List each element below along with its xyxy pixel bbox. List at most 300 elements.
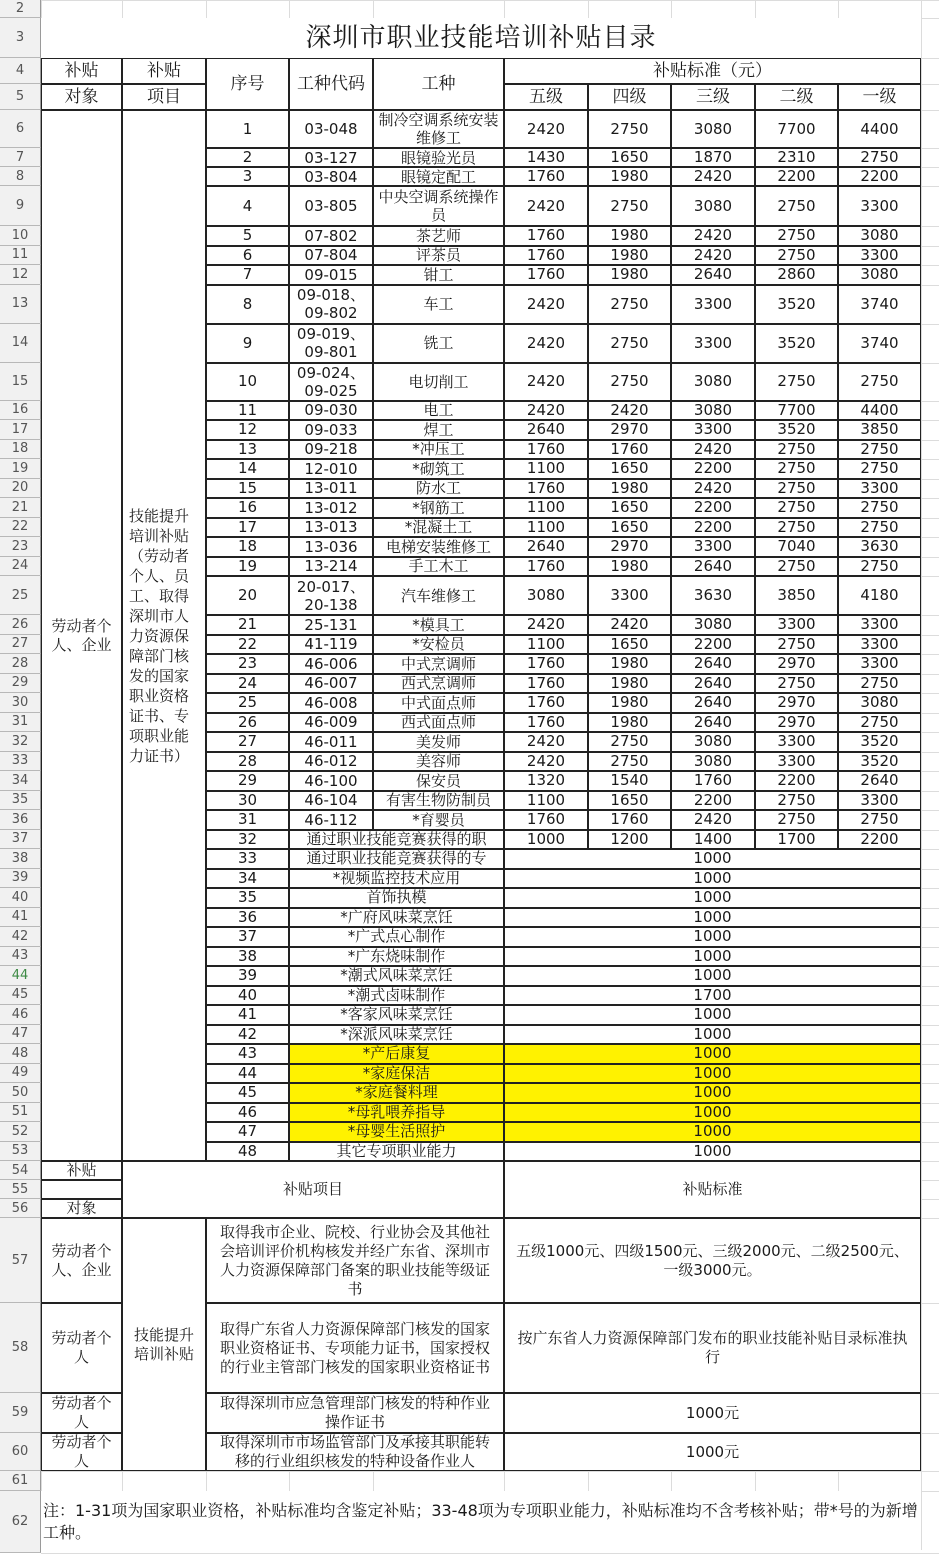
seq-cell[interactable]: 30 [206, 791, 289, 811]
job-cell[interactable]: *潮式风味菜烹饪 [289, 966, 504, 986]
row-header-36[interactable]: 36 [0, 810, 41, 830]
job-cell[interactable]: *广东烧味制作 [289, 947, 504, 967]
job-cell[interactable]: *视频监控技术应用 [289, 869, 504, 889]
section2-target-cell[interactable]: 劳动者个人 [41, 1433, 122, 1471]
job-cell[interactable]: 眼镜验光员 [373, 148, 504, 167]
amount-cell[interactable]: 2750 [588, 732, 671, 752]
code-cell[interactable]: 13-214 [289, 557, 373, 577]
row-header-39[interactable]: 39 [0, 869, 41, 889]
amount-cell[interactable]: 1760 [671, 771, 755, 791]
amount-cell[interactable]: 1980 [588, 479, 671, 499]
row-header-28[interactable]: 28 [0, 654, 41, 674]
section2-target-cell[interactable]: 劳动者个人 [41, 1393, 122, 1433]
row-header-42[interactable]: 42 [0, 927, 41, 947]
amount-cell[interactable]: 1760 [504, 810, 588, 830]
row-header-33[interactable]: 33 [0, 752, 41, 772]
amount-cell[interactable]: 2200 [838, 830, 921, 850]
amount-cell[interactable]: 7040 [755, 537, 838, 557]
job-cell[interactable]: *深派风味菜烹饪 [289, 1025, 504, 1045]
seq-cell[interactable]: 42 [206, 1025, 289, 1045]
amount-cell[interactable]: 1760 [588, 810, 671, 830]
amount-cell[interactable]: 1980 [588, 654, 671, 674]
amount-cell[interactable]: 2750 [588, 186, 671, 226]
header-level-4[interactable]: 二级 [755, 84, 838, 110]
amount-cell[interactable]: 1100 [504, 518, 588, 538]
amount-cell[interactable]: 2420 [504, 110, 588, 148]
row-header-34[interactable]: 34 [0, 771, 41, 791]
amount-cell[interactable]: 2420 [671, 810, 755, 830]
amount-cell[interactable]: 2310 [755, 148, 838, 167]
job-cell[interactable]: 茶艺师 [373, 226, 504, 246]
row-header-55[interactable]: 55 [0, 1180, 41, 1199]
section2-header-target[interactable]: 补贴 [41, 1161, 122, 1180]
section2-header-standard[interactable]: 补贴标准 [504, 1161, 921, 1218]
job-cell[interactable]: *家庭餐料理 [289, 1083, 504, 1103]
job-cell[interactable]: *砌筑工 [373, 459, 504, 479]
row-header-57[interactable]: 57 [0, 1218, 41, 1303]
seq-cell[interactable]: 43 [206, 1044, 289, 1064]
row-header-13[interactable]: 13 [0, 285, 41, 324]
amount-cell[interactable]: 1100 [504, 459, 588, 479]
amount-cell[interactable]: 2420 [504, 732, 588, 752]
code-cell[interactable]: 46-006 [289, 654, 373, 674]
amount-cell[interactable]: 1980 [588, 246, 671, 266]
amount-cell[interactable]: 1000 [504, 869, 921, 889]
amount-cell[interactable]: 1760 [504, 246, 588, 266]
row-header-62[interactable]: 62 [0, 1491, 41, 1553]
job-cell[interactable]: *钢筋工 [373, 498, 504, 518]
job-cell[interactable]: 保安员 [373, 771, 504, 791]
job-cell[interactable]: *母婴生活照护 [289, 1122, 504, 1142]
seq-cell[interactable]: 45 [206, 1083, 289, 1103]
amount-cell[interactable]: 1700 [755, 830, 838, 850]
amount-cell[interactable]: 2200 [671, 498, 755, 518]
amount-cell[interactable]: 3080 [671, 615, 755, 635]
row-header-8[interactable]: 8 [0, 167, 41, 186]
section2-header-empty[interactable] [41, 1180, 122, 1199]
amount-cell[interactable]: 3300 [671, 420, 755, 440]
job-cell[interactable]: *母乳喂养指导 [289, 1103, 504, 1123]
seq-cell[interactable]: 48 [206, 1142, 289, 1162]
code-cell[interactable]: 13-011 [289, 479, 373, 499]
code-cell[interactable]: 46-008 [289, 693, 373, 713]
seq-cell[interactable]: 16 [206, 498, 289, 518]
row-header-6[interactable]: 6 [0, 110, 41, 148]
job-cell[interactable]: 焊工 [373, 420, 504, 440]
header-level-5[interactable]: 一级 [838, 84, 921, 110]
amount-cell[interactable]: 3300 [755, 732, 838, 752]
section2-desc-cell[interactable]: 取得广东省人力资源保障部门核发的国家职业资格证书、专项能力证书，国家授权的行业主管部门核发的国家职业资格证书 [206, 1303, 504, 1393]
amount-cell[interactable]: 2750 [755, 518, 838, 538]
amount-cell[interactable]: 2750 [755, 791, 838, 811]
amount-cell[interactable]: 2420 [588, 615, 671, 635]
row-header-60[interactable]: 60 [0, 1433, 41, 1471]
amount-cell[interactable]: 2640 [838, 771, 921, 791]
amount-cell[interactable]: 1760 [504, 265, 588, 285]
section2-header-target-2[interactable]: 对象 [41, 1199, 122, 1218]
row-header-45[interactable]: 45 [0, 986, 41, 1006]
section2-desc-cell[interactable]: 取得深圳市应急管理部门核发的特种作业操作证书 [206, 1393, 504, 1433]
seq-cell[interactable]: 32 [206, 830, 289, 850]
row-header-17[interactable]: 17 [0, 420, 41, 440]
amount-cell[interactable]: 1700 [504, 986, 921, 1006]
amount-cell[interactable]: 7700 [755, 401, 838, 421]
amount-cell[interactable]: 1870 [671, 148, 755, 167]
job-cell[interactable]: 车工 [373, 285, 504, 324]
amount-cell[interactable]: 1000 [504, 1044, 921, 1064]
code-cell[interactable]: 09-030 [289, 401, 373, 421]
amount-cell[interactable]: 2750 [755, 246, 838, 266]
amount-cell[interactable]: 1760 [588, 440, 671, 460]
job-cell[interactable]: 西式烹调师 [373, 674, 504, 694]
job-cell[interactable]: 中央空调系统操作员 [373, 186, 504, 226]
amount-cell[interactable]: 2750 [588, 285, 671, 324]
seq-cell[interactable]: 44 [206, 1064, 289, 1084]
code-cell[interactable]: 03-127 [289, 148, 373, 167]
amount-cell[interactable]: 4180 [838, 576, 921, 615]
code-cell[interactable]: 46-112 [289, 810, 373, 830]
job-cell[interactable]: 制冷空调系统安装维修工 [373, 110, 504, 148]
seq-cell[interactable]: 21 [206, 615, 289, 635]
row-header-56[interactable]: 56 [0, 1199, 41, 1218]
amount-cell[interactable]: 2200 [671, 791, 755, 811]
seq-cell[interactable]: 12 [206, 420, 289, 440]
job-cell[interactable]: 手工木工 [373, 557, 504, 577]
code-cell[interactable]: 46-100 [289, 771, 373, 791]
header-level-1[interactable]: 五级 [504, 84, 588, 110]
job-cell[interactable]: 有害生物防制员 [373, 791, 504, 811]
amount-cell[interactable]: 2750 [755, 479, 838, 499]
row-header-43[interactable]: 43 [0, 947, 41, 967]
amount-cell[interactable]: 2640 [504, 420, 588, 440]
amount-cell[interactable]: 2750 [755, 557, 838, 577]
amount-cell[interactable]: 1000 [504, 1122, 921, 1142]
amount-cell[interactable]: 1540 [588, 771, 671, 791]
job-cell[interactable]: *产后康复 [289, 1044, 504, 1064]
code-cell[interactable]: 03-805 [289, 186, 373, 226]
amount-cell[interactable]: 1650 [588, 148, 671, 167]
row-header-23[interactable]: 23 [0, 537, 41, 557]
job-cell[interactable]: *家庭保洁 [289, 1064, 504, 1084]
amount-cell[interactable]: 2420 [504, 615, 588, 635]
amount-cell[interactable]: 3080 [504, 576, 588, 615]
amount-cell[interactable]: 2420 [671, 226, 755, 246]
job-cell[interactable]: 通过职业技能竞赛获得的专 [289, 849, 504, 869]
row-header-31[interactable]: 31 [0, 713, 41, 733]
amount-cell[interactable]: 1650 [588, 459, 671, 479]
amount-cell[interactable]: 1760 [504, 654, 588, 674]
seq-cell[interactable]: 24 [206, 674, 289, 694]
amount-cell[interactable]: 1400 [671, 830, 755, 850]
amount-cell[interactable]: 1980 [588, 226, 671, 246]
job-cell[interactable]: *育婴员 [373, 810, 504, 830]
amount-cell[interactable]: 3520 [755, 420, 838, 440]
seq-cell[interactable]: 22 [206, 635, 289, 655]
seq-cell[interactable]: 7 [206, 265, 289, 285]
code-cell[interactable]: 07-804 [289, 246, 373, 266]
section2-header-item[interactable]: 补贴项目 [122, 1161, 504, 1218]
amount-cell[interactable]: 1760 [504, 440, 588, 460]
amount-cell[interactable]: 2420 [504, 752, 588, 772]
header-job[interactable]: 工种 [373, 58, 504, 110]
amount-cell[interactable]: 3740 [838, 285, 921, 324]
code-cell[interactable]: 46-104 [289, 791, 373, 811]
amount-cell[interactable]: 1760 [504, 674, 588, 694]
seq-cell[interactable]: 31 [206, 810, 289, 830]
header-level-2[interactable]: 四级 [588, 84, 671, 110]
amount-cell[interactable]: 2750 [838, 674, 921, 694]
amount-cell[interactable]: 1430 [504, 148, 588, 167]
amount-cell[interactable]: 1100 [504, 791, 588, 811]
row-header-41[interactable]: 41 [0, 908, 41, 928]
row-header-44[interactable]: 44 [0, 966, 41, 986]
section2-standard-cell[interactable]: 五级1000元、四级1500元、三级2000元、二级2500元、一级3000元。 [504, 1218, 921, 1303]
seq-cell[interactable]: 41 [206, 1005, 289, 1025]
amount-cell[interactable]: 4400 [838, 110, 921, 148]
row-header-2[interactable]: 2 [0, 0, 41, 18]
amount-cell[interactable]: 3080 [838, 226, 921, 246]
amount-cell[interactable]: 2970 [588, 420, 671, 440]
seq-cell[interactable]: 11 [206, 401, 289, 421]
amount-cell[interactable]: 1760 [504, 557, 588, 577]
code-cell[interactable]: 07-802 [289, 226, 373, 246]
amount-cell[interactable]: 2640 [671, 557, 755, 577]
job-cell[interactable]: *潮式卤味制作 [289, 986, 504, 1006]
row-header-22[interactable]: 22 [0, 518, 41, 538]
amount-cell[interactable]: 2750 [755, 498, 838, 518]
amount-cell[interactable]: 3300 [838, 615, 921, 635]
amount-cell[interactable]: 1000 [504, 1142, 921, 1162]
row-header-11[interactable]: 11 [0, 246, 41, 266]
seq-cell[interactable]: 28 [206, 752, 289, 772]
amount-cell[interactable]: 3080 [838, 265, 921, 285]
row-header-47[interactable]: 47 [0, 1025, 41, 1045]
row-header-24[interactable]: 24 [0, 557, 41, 577]
amount-cell[interactable]: 1650 [588, 518, 671, 538]
row-header-12[interactable]: 12 [0, 265, 41, 285]
amount-cell[interactable]: 2420 [671, 246, 755, 266]
code-cell[interactable]: 41-119 [289, 635, 373, 655]
seq-cell[interactable]: 1 [206, 110, 289, 148]
amount-cell[interactable]: 2420 [504, 324, 588, 363]
amount-cell[interactable]: 1000 [504, 927, 921, 947]
job-cell[interactable]: 美容师 [373, 752, 504, 772]
seq-cell[interactable]: 36 [206, 908, 289, 928]
job-cell[interactable]: 中式烹调师 [373, 654, 504, 674]
header-item-2[interactable]: 项目 [122, 84, 206, 110]
amount-cell[interactable]: 3080 [838, 693, 921, 713]
section2-target-cell[interactable]: 劳动者个人 [41, 1303, 122, 1393]
row-header-19[interactable]: 19 [0, 459, 41, 479]
amount-cell[interactable]: 3080 [671, 363, 755, 401]
amount-cell[interactable]: 2750 [838, 440, 921, 460]
amount-cell[interactable]: 1760 [504, 226, 588, 246]
amount-cell[interactable]: 2420 [504, 186, 588, 226]
row-header-50[interactable]: 50 [0, 1083, 41, 1103]
job-cell[interactable]: 首饰执模 [289, 888, 504, 908]
subsidy-target-cell[interactable]: 劳动者个人、企业 [41, 110, 122, 1161]
amount-cell[interactable]: 2750 [838, 148, 921, 167]
amount-cell[interactable]: 3080 [671, 186, 755, 226]
section2-standard-cell[interactable]: 1000元 [504, 1433, 921, 1471]
code-cell[interactable]: 03-048 [289, 110, 373, 148]
job-cell[interactable]: 眼镜定配工 [373, 167, 504, 186]
amount-cell[interactable]: 1100 [504, 635, 588, 655]
job-cell[interactable]: 美发师 [373, 732, 504, 752]
row-header-15[interactable]: 15 [0, 363, 41, 401]
job-cell[interactable]: 中式面点师 [373, 693, 504, 713]
amount-cell[interactable]: 2200 [838, 167, 921, 186]
job-cell[interactable]: 防水工 [373, 479, 504, 499]
row-header-5[interactable]: 5 [0, 84, 41, 110]
amount-cell[interactable]: 1000 [504, 1103, 921, 1123]
row-header-27[interactable]: 27 [0, 635, 41, 655]
amount-cell[interactable]: 2640 [671, 713, 755, 733]
amount-cell[interactable]: 2970 [755, 713, 838, 733]
amount-cell[interactable]: 3850 [755, 576, 838, 615]
amount-cell[interactable]: 1980 [588, 674, 671, 694]
code-cell[interactable]: 13-013 [289, 518, 373, 538]
seq-cell[interactable]: 17 [206, 518, 289, 538]
amount-cell[interactable]: 1000 [504, 1005, 921, 1025]
job-cell[interactable]: *广府风味菜烹饪 [289, 908, 504, 928]
amount-cell[interactable]: 1000 [504, 830, 588, 850]
seq-cell[interactable]: 33 [206, 849, 289, 869]
amount-cell[interactable]: 2750 [755, 226, 838, 246]
amount-cell[interactable]: 2750 [838, 363, 921, 401]
seq-cell[interactable]: 13 [206, 440, 289, 460]
amount-cell[interactable]: 2200 [755, 167, 838, 186]
amount-cell[interactable]: 3080 [671, 401, 755, 421]
seq-cell[interactable]: 37 [206, 927, 289, 947]
seq-cell[interactable]: 47 [206, 1122, 289, 1142]
row-header-58[interactable]: 58 [0, 1303, 41, 1393]
job-cell[interactable]: *模具工 [373, 615, 504, 635]
code-cell[interactable]: 09-018、09-802 [289, 285, 373, 324]
section2-desc-cell[interactable]: 取得我市企业、院校、行业协会及其他社会培训评价机构核发并经广东省、深圳市人力资源保障部门备案的职业技能等级证书 [206, 1218, 504, 1303]
code-cell[interactable]: 09-019、09-801 [289, 324, 373, 363]
amount-cell[interactable]: 3300 [588, 576, 671, 615]
section2-target-cell[interactable]: 劳动者个人、企业 [41, 1218, 122, 1303]
row-header-54[interactable]: 54 [0, 1161, 41, 1180]
amount-cell[interactable]: 2860 [755, 265, 838, 285]
amount-cell[interactable]: 2640 [671, 674, 755, 694]
header-level-3[interactable]: 三级 [671, 84, 755, 110]
seq-cell[interactable]: 3 [206, 167, 289, 186]
seq-cell[interactable]: 19 [206, 557, 289, 577]
seq-cell[interactable]: 27 [206, 732, 289, 752]
seq-cell[interactable]: 26 [206, 713, 289, 733]
row-header-7[interactable]: 7 [0, 148, 41, 167]
row-header-29[interactable]: 29 [0, 674, 41, 694]
amount-cell[interactable]: 2970 [755, 654, 838, 674]
seq-cell[interactable]: 35 [206, 888, 289, 908]
job-cell[interactable]: 电工 [373, 401, 504, 421]
row-header-4[interactable]: 4 [0, 58, 41, 84]
job-cell[interactable]: *混凝土工 [373, 518, 504, 538]
amount-cell[interactable]: 2420 [671, 440, 755, 460]
amount-cell[interactable]: 2750 [838, 810, 921, 830]
section2-standard-cell[interactable]: 1000元 [504, 1393, 921, 1433]
amount-cell[interactable]: 2750 [838, 518, 921, 538]
subsidy-item-cell[interactable]: 技能提升培训补贴（劳动者个人、员工、取得深圳市人力资源保障部门核发的国家职业资格证书、专项职业能力证书） [122, 110, 206, 1161]
amount-cell[interactable]: 1650 [588, 635, 671, 655]
amount-cell[interactable]: 3300 [755, 752, 838, 772]
amount-cell[interactable]: 1650 [588, 498, 671, 518]
job-cell[interactable]: *冲压工 [373, 440, 504, 460]
amount-cell[interactable]: 2420 [504, 285, 588, 324]
row-header-32[interactable]: 32 [0, 732, 41, 752]
code-cell[interactable]: 13-012 [289, 498, 373, 518]
job-cell[interactable]: 通过职业技能竞赛获得的职 [289, 830, 504, 850]
amount-cell[interactable]: 2750 [755, 635, 838, 655]
job-cell[interactable]: 电梯安装维修工 [373, 537, 504, 557]
row-header-16[interactable]: 16 [0, 401, 41, 421]
row-header-35[interactable]: 35 [0, 791, 41, 811]
amount-cell[interactable]: 3740 [838, 324, 921, 363]
footnote[interactable]: 注：1-31项为国家职业资格，补贴标准均含鉴定补贴；33-48项为专项职业能力，补贴标准均不含考核补贴；带*号的为新增工种。 [41, 1491, 921, 1553]
amount-cell[interactable]: 2200 [671, 518, 755, 538]
amount-cell[interactable]: 2750 [838, 557, 921, 577]
amount-cell[interactable]: 3300 [838, 186, 921, 226]
amount-cell[interactable]: 3080 [671, 110, 755, 148]
amount-cell[interactable]: 1000 [504, 888, 921, 908]
amount-cell[interactable]: 3520 [838, 752, 921, 772]
header-target-2[interactable]: 对象 [41, 84, 122, 110]
amount-cell[interactable]: 1760 [504, 693, 588, 713]
amount-cell[interactable]: 3300 [838, 654, 921, 674]
amount-cell[interactable]: 2640 [671, 265, 755, 285]
amount-cell[interactable]: 2200 [755, 771, 838, 791]
code-cell[interactable]: 46-007 [289, 674, 373, 694]
code-cell[interactable]: 13-036 [289, 537, 373, 557]
amount-cell[interactable]: 3630 [838, 537, 921, 557]
amount-cell[interactable]: 2750 [838, 498, 921, 518]
amount-cell[interactable]: 2420 [504, 363, 588, 401]
code-cell[interactable]: 03-804 [289, 167, 373, 186]
row-header-30[interactable]: 30 [0, 693, 41, 713]
section2-item-cell[interactable]: 技能提升培训补贴 [122, 1218, 206, 1471]
amount-cell[interactable]: 2750 [755, 186, 838, 226]
amount-cell[interactable]: 3630 [671, 576, 755, 615]
row-header-9[interactable]: 9 [0, 186, 41, 226]
amount-cell[interactable]: 3300 [671, 324, 755, 363]
amount-cell[interactable]: 1980 [588, 167, 671, 186]
job-cell[interactable]: *客家风味菜烹饪 [289, 1005, 504, 1025]
job-cell[interactable]: *安检员 [373, 635, 504, 655]
amount-cell[interactable]: 2970 [755, 693, 838, 713]
row-header-51[interactable]: 51 [0, 1103, 41, 1123]
seq-cell[interactable]: 39 [206, 966, 289, 986]
row-header-18[interactable]: 18 [0, 440, 41, 460]
header-target[interactable]: 补贴 [41, 58, 122, 84]
seq-cell[interactable]: 34 [206, 869, 289, 889]
amount-cell[interactable]: 2750 [588, 324, 671, 363]
amount-cell[interactable]: 2750 [755, 363, 838, 401]
seq-cell[interactable]: 15 [206, 479, 289, 499]
header-item[interactable]: 补贴 [122, 58, 206, 84]
amount-cell[interactable]: 1760 [504, 479, 588, 499]
code-cell[interactable]: 09-015 [289, 265, 373, 285]
amount-cell[interactable]: 1000 [504, 1083, 921, 1103]
amount-cell[interactable]: 7700 [755, 110, 838, 148]
row-header-21[interactable]: 21 [0, 498, 41, 518]
amount-cell[interactable]: 3300 [838, 635, 921, 655]
seq-cell[interactable]: 9 [206, 324, 289, 363]
job-cell[interactable]: 铣工 [373, 324, 504, 363]
job-cell[interactable]: 钳工 [373, 265, 504, 285]
row-header-40[interactable]: 40 [0, 888, 41, 908]
